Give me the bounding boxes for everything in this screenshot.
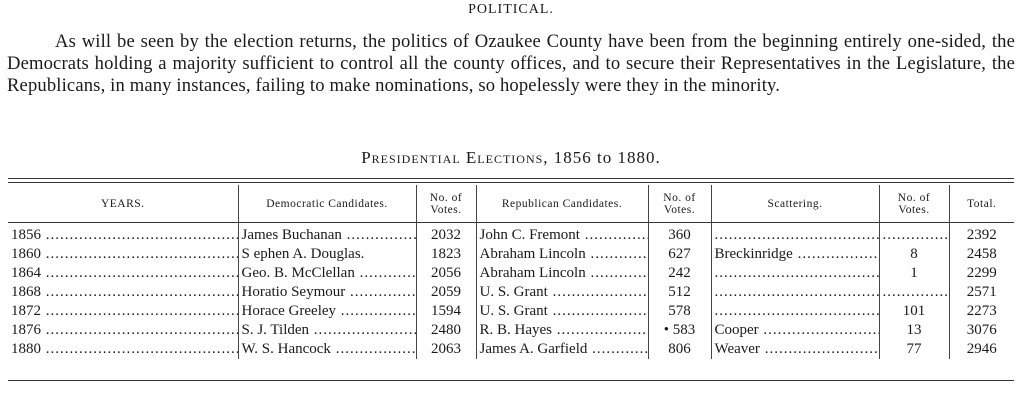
presidential-elections-table [8,185,1014,359]
rep-votes-cell: 578 [648,302,711,321]
democratic-value: James Buchanan [241,227,342,243]
republican-cell [476,283,648,302]
table-row [8,264,1014,283]
democratic-value: Horace Greeley [241,303,337,319]
democratic-cell [238,302,416,321]
table-title-caps: Presidential Elections, [361,148,549,167]
dem-votes-cell: 2059 [416,283,476,302]
header-republican: Republican Candidates. [476,185,648,222]
scat-votes-cell: 8 [879,245,949,264]
republican-value: James A. Garfield [479,341,588,357]
body-paragraph [7,31,1015,97]
republican-value: R. B. Hayes [479,322,552,338]
republican-value: Abraham Lincoln [479,265,586,281]
year-cell [8,321,238,340]
scattering-value: Cooper [714,322,759,338]
year-value: 1856 [11,227,41,243]
republican-cell [476,321,648,340]
total-cell: 2458 [949,245,1014,264]
republican-cell [476,302,648,321]
total-cell: 3076 [949,321,1014,340]
rep-votes-cell: • 583 [648,321,711,340]
table-row [8,283,1014,302]
header-scattering: Scattering. [711,185,879,222]
table-title-range: 1856 to 1880. [553,148,661,167]
republican-value: John C. Fremont [479,227,580,243]
year-value: 1860 [11,246,41,262]
scattering-value: Weaver [714,341,760,357]
scat-votes-cell: 77 [879,340,949,359]
header-total: Total. [949,185,1014,222]
dem-votes-cell: 2056 [416,264,476,283]
democratic-cell [238,245,416,264]
scattering-cell [711,302,879,321]
year-cell [8,245,238,264]
scat-votes-cell: 13 [879,321,949,340]
header-years: YEARS. [100,197,145,210]
democratic-cell [238,340,416,359]
republican-cell [476,245,648,264]
year-value: 1880 [11,341,41,357]
democratic-value: Geo. B. McClellan [241,265,355,281]
democratic-cell [238,321,416,340]
dem-votes-cell: 1823 [416,245,476,264]
scattering-cell [711,245,879,264]
table-row [8,321,1014,340]
dem-votes-cell: 2480 [416,321,476,340]
republican-value: Abraham Lincoln [479,246,586,262]
total-cell: 2392 [949,222,1014,245]
section-heading: POLITICAL. [468,2,554,17]
year-value: 1872 [11,303,41,319]
year-value: 1876 [11,322,41,338]
header-rep-votes: No. of Votes. [648,185,711,222]
table-row [8,340,1014,359]
republican-value: U. S. Grant [479,303,548,319]
year-value: 1868 [11,284,41,300]
rep-votes-cell: 627 [648,245,711,264]
year-cell [8,264,238,283]
table-row [8,222,1014,245]
dem-votes-cell: 1594 [416,302,476,321]
body-paragraph-text: As will be seen by the election returns, the politics of Ozaukee County have been from the beginning entirely one-sided, the Democrats holding a majority sufficient to control all the county offices, and to secure their Representatives in the Legislature, the Republicans, in many instances, failing to make nominations, so hopelessly were they in the minority. [7,31,1015,96]
scattering-cell [711,283,879,302]
table-top-rule-inner [8,182,1014,183]
rep-votes-cell: 360 [648,222,711,245]
header-democratic: Democratic Candidates. [238,185,416,222]
header-scat-votes: No. of Votes. [879,185,949,222]
year-cell [8,222,238,245]
democratic-value: S. J. Tilden [241,322,310,338]
year-cell [8,283,238,302]
table-header-row [8,185,1014,222]
scattering-value: Breckinridge [714,246,793,262]
democratic-cell [238,222,416,245]
table-top-rule [8,178,1014,179]
democratic-cell [238,283,416,302]
total-cell: 2273 [949,302,1014,321]
rep-votes-cell: 806 [648,340,711,359]
header-dem-votes: No. of Votes. [416,185,476,222]
table-row [8,245,1014,264]
dem-votes-cell: 2032 [416,222,476,245]
scat-votes-cell [879,222,949,245]
republican-cell [476,222,648,245]
rep-votes-cell: 242 [648,264,711,283]
total-cell: 2571 [949,283,1014,302]
dem-votes-cell: 2063 [416,340,476,359]
scattering-cell [711,222,879,245]
republican-cell [476,340,648,359]
scattering-cell [711,264,879,283]
scattering-cell [711,340,879,359]
total-cell: 2299 [949,264,1014,283]
total-cell: 2946 [949,340,1014,359]
table-bottom-rule [8,380,1014,381]
year-cell [8,340,238,359]
scat-votes-cell: 1 [879,264,949,283]
scat-votes-cell: 101 [879,302,949,321]
republican-cell [476,264,648,283]
democratic-value: Horatio Seymour [241,284,346,300]
republican-value: U. S. Grant [479,284,548,300]
year-cell [8,302,238,321]
rep-votes-cell: 512 [648,283,711,302]
table-row [8,302,1014,321]
year-value: 1864 [11,265,41,281]
scattering-cell [711,321,879,340]
scat-votes-cell [879,283,949,302]
democratic-cell [238,264,416,283]
table-title [0,148,1022,168]
democratic-value: W. S. Hancock [241,341,331,357]
democratic-value: S ephen A. Douglas. [241,246,365,262]
